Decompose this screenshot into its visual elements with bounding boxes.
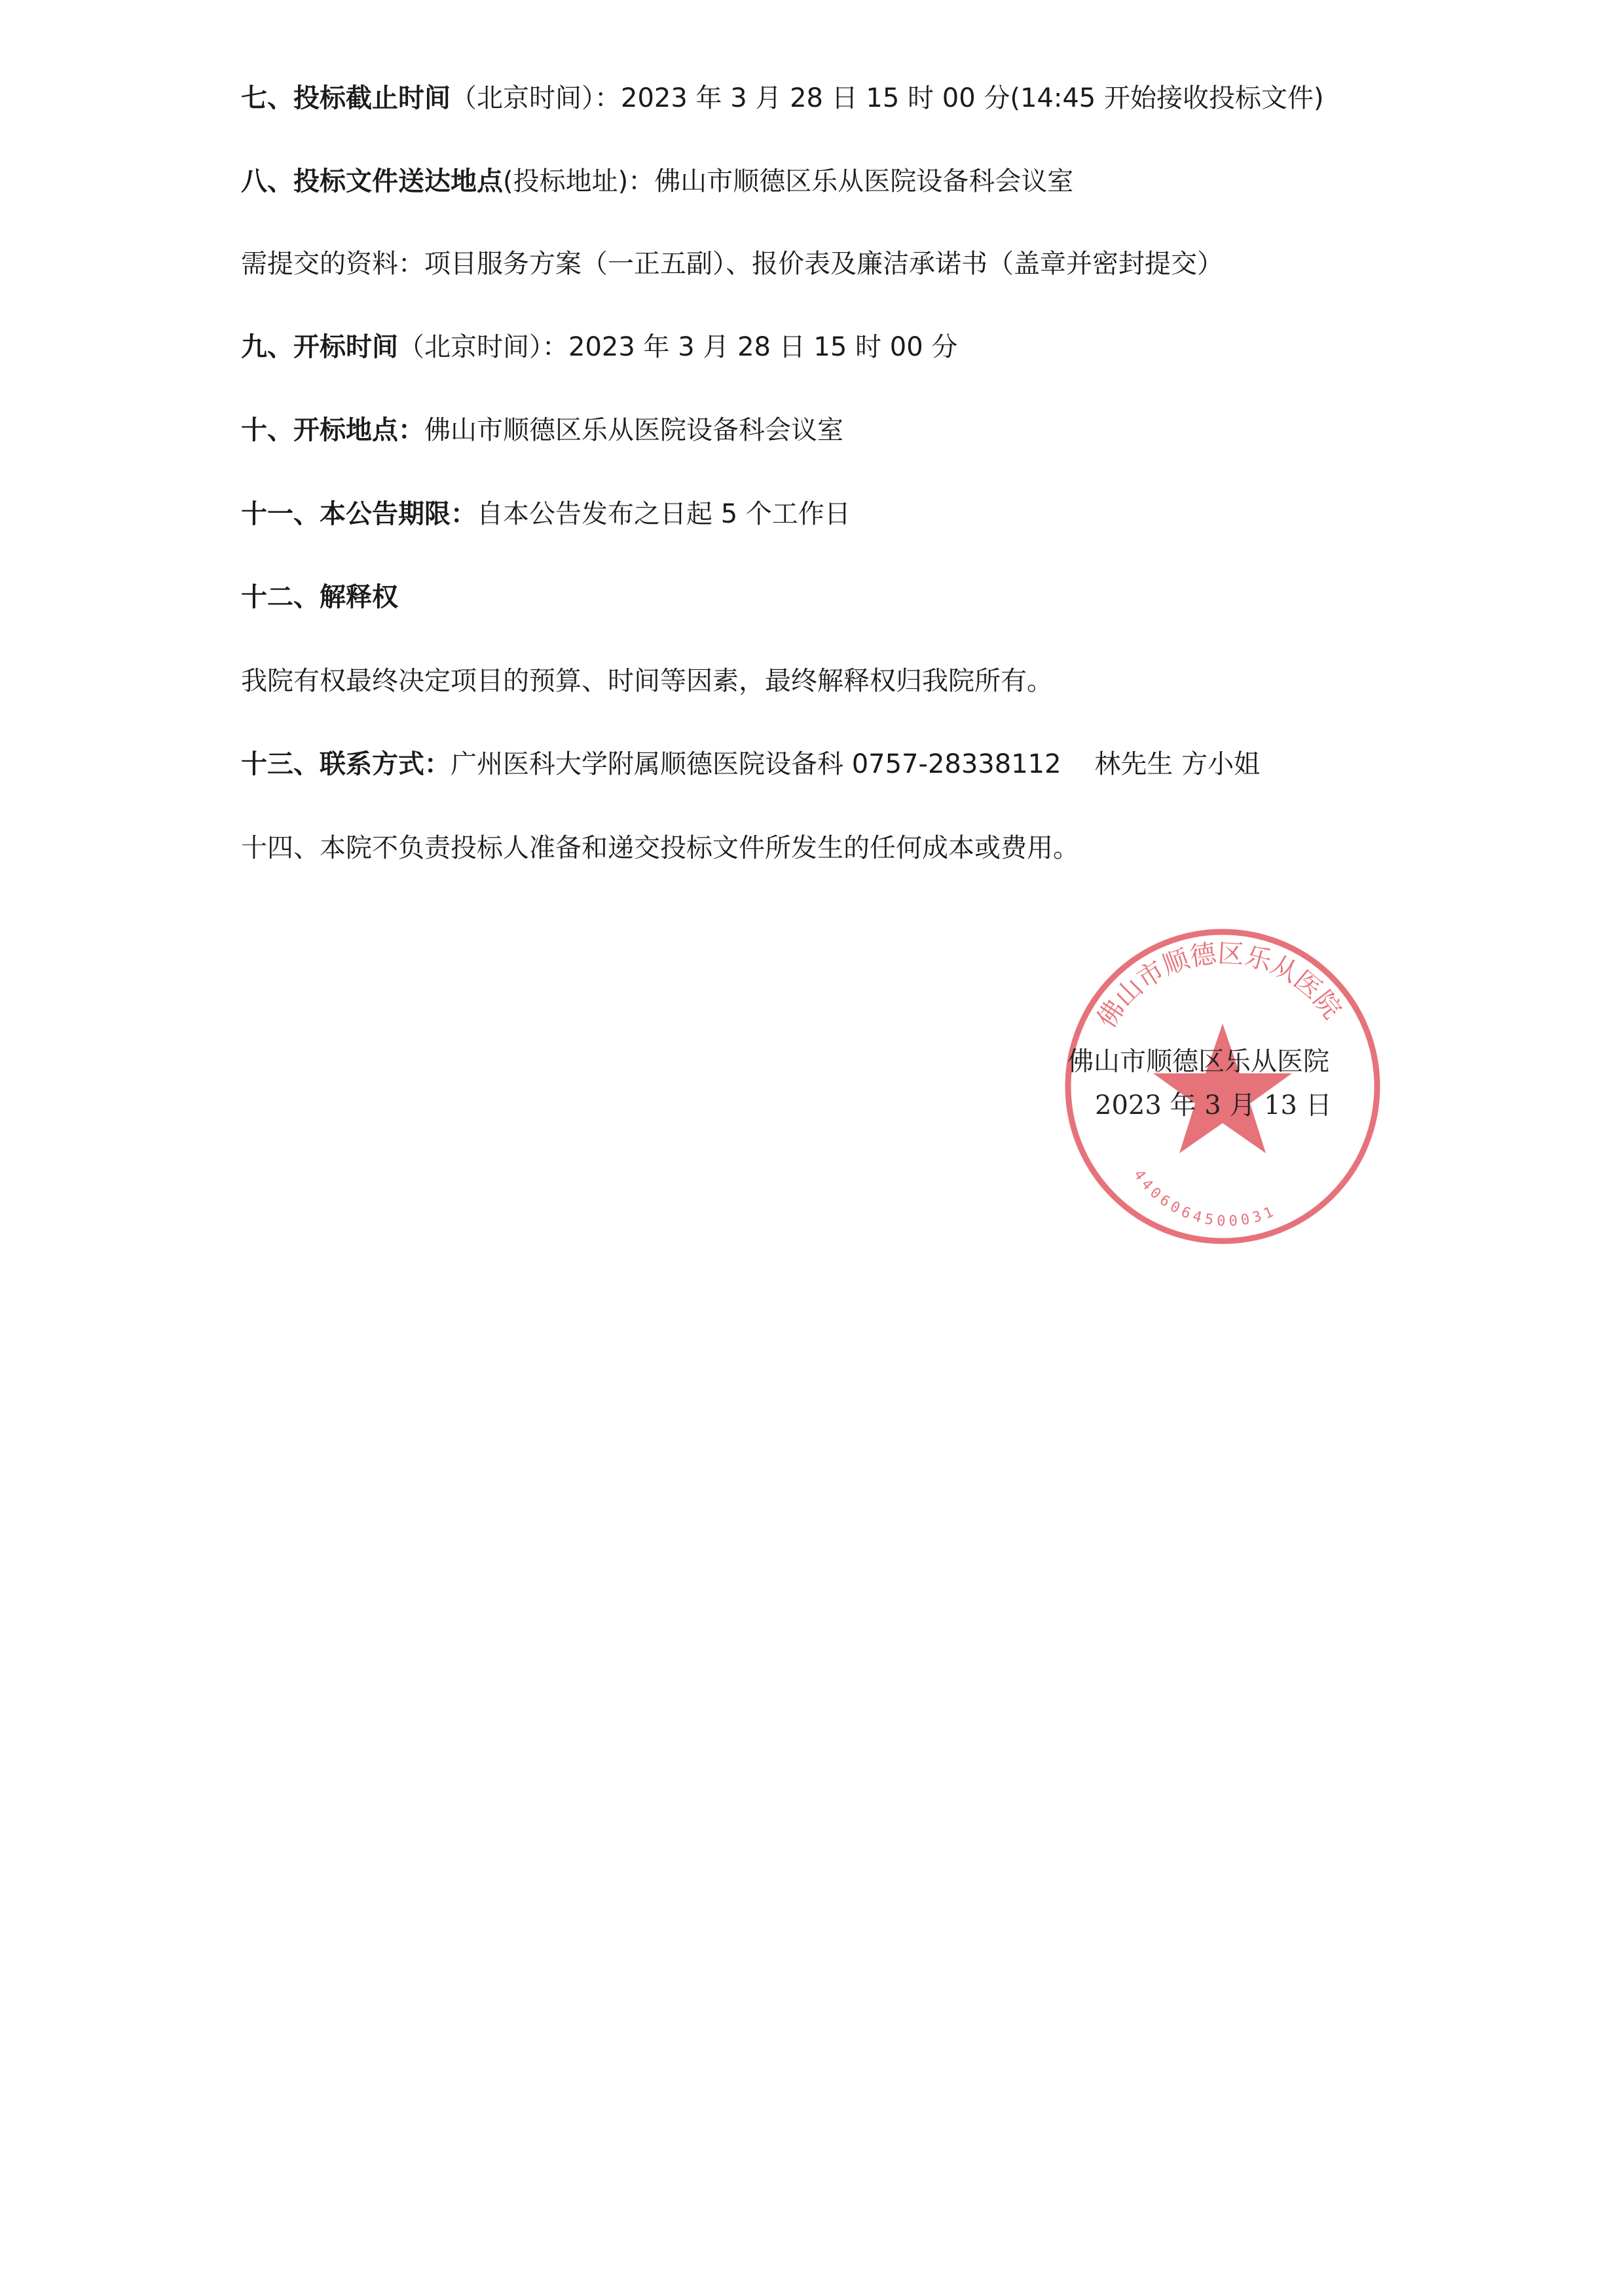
seal-ring-text: 佛山市顺德区乐从医院 (1091, 938, 1348, 1033)
signature-date: 2023 年 3 月 13 日 (1095, 1090, 1332, 1120)
section-8 (241, 165, 1073, 198)
section-text: （北京时间）：2023 年 3 月 28 日 15 时 00 分(14:45 开始接收投标文件) (451, 83, 1324, 113)
section-text: （北京时间）：2023 年 3 月 28 日 15 时 00 分 (398, 332, 958, 362)
section-text: 十四、本院不负责投标人准备和递交投标文件所发生的任何成本或费用。 (241, 833, 1079, 863)
section-label: 七、投标截止时间 (241, 83, 451, 113)
section-text: 自本公告发布之日起 5 个工作日 (477, 499, 851, 529)
section-text: 我院有权最终决定项目的预算、时间等因素，最终解释权归我院所有。 (241, 666, 1053, 696)
required-materials (241, 248, 1223, 280)
section-text: (投标地址)：佛山市顺德区乐从医院设备科会议室 (503, 166, 1074, 196)
section-13 (241, 748, 1260, 781)
section-7 (241, 82, 1324, 115)
interpretation-text (241, 665, 1053, 697)
section-label: 八、投标文件送达地点 (241, 166, 503, 196)
section-12 (241, 581, 398, 614)
section-11 (241, 498, 851, 530)
section-label: 十、开标地点： (241, 415, 424, 445)
section-10 (241, 414, 843, 447)
section-9 (241, 331, 957, 363)
section-text: 广州医科大学附属顺德医院设备科 0757-28338112 林先生 方小姐 (451, 749, 1261, 779)
section-label: 十二、解释权 (241, 582, 398, 612)
section-label: 九、开标时间 (241, 332, 398, 362)
section-label: 十一、本公告期限： (241, 499, 477, 529)
section-14 (241, 832, 1079, 864)
section-label: 十三、联系方式： (241, 749, 451, 779)
section-text: 需提交的资料：项目服务方案（一正五副）、报价表及廉洁承诺书（盖章并密封提交） (241, 249, 1223, 279)
section-text: 佛山市顺德区乐从医院设备科会议室 (424, 415, 843, 445)
signature-org: 佛山市顺德区乐从医院 (1067, 1046, 1329, 1077)
seal-code: 4406064500031 (1130, 1166, 1280, 1231)
